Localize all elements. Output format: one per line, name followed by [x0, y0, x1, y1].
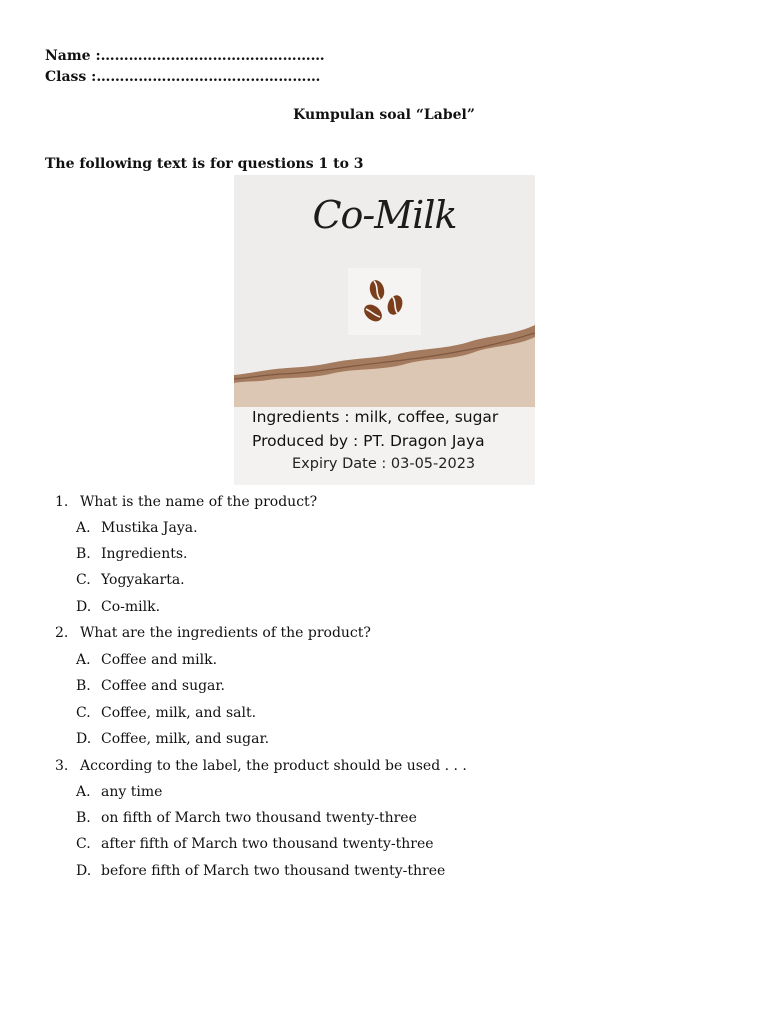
label-ingredients: Ingredients : milk, coffee, sugar	[252, 408, 499, 426]
question-3-option-b: B. on fifth of March two thousand twenty-three	[76, 810, 417, 826]
student-name-field: Name :…………………………………………	[45, 48, 325, 64]
question-1-option-a: A. Mustika Jaya.	[76, 520, 198, 536]
question-1-option-c: C. Yogyakarta.	[76, 572, 185, 588]
question-2-option-c: C. Coffee, milk, and salt.	[76, 705, 257, 721]
question-3-option-a: A. any time	[76, 784, 163, 800]
instructions: The following text is for questions 1 to 3	[45, 156, 364, 172]
question-1-option-b: B. Ingredients.	[76, 546, 188, 562]
student-class-field: Class :…………………………………………	[45, 69, 321, 85]
product-label-image	[234, 175, 535, 485]
question-2: 2. What are the ingredients of the product?	[55, 625, 371, 641]
page-title: Kumpulan soal “Label”	[293, 107, 475, 123]
question-3-option-c: C. after fifth of March two thousand twenty-three	[76, 836, 434, 852]
brand-name: Co-Milk	[312, 193, 457, 237]
question-2-option-a: A. Coffee and milk.	[76, 652, 218, 668]
label-producer: Produced by : PT. Dragon Jaya	[252, 432, 485, 450]
question-3: 3. According to the label, the product should be used . . .	[55, 758, 467, 774]
question-2-option-d: D. Coffee, milk, and sugar.	[76, 731, 270, 747]
question-2-option-b: B. Coffee and sugar.	[76, 678, 225, 694]
coffee-beans-icon	[348, 268, 421, 335]
question-1: 1. What is the name of the product?	[55, 494, 318, 510]
label-expiry-date: Expiry Date : 03-05-2023	[292, 456, 476, 472]
question-3-option-d: D. before fifth of March two thousand twenty-three	[76, 863, 446, 879]
question-1-option-d: D. Co-milk.	[76, 599, 161, 615]
